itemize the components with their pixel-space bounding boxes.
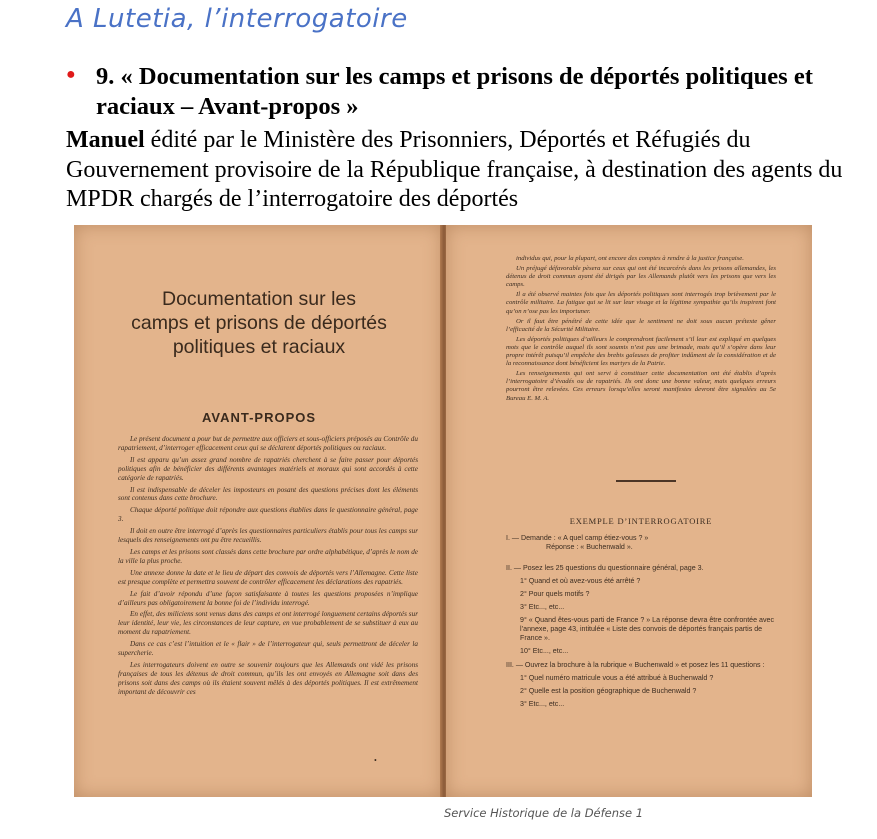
red-bullet-icon: ● [66,66,76,83]
scan-question-text: III. — Ouvrez la brochure à la rubrique « Buchenwald » et posez les 11 questions : [506,661,765,669]
scan-right-body [506,255,776,477]
scan-paragraph: Il est apparu qu’un assez grand nombre de rapatriés cherchent à se faire passer pour déportés politiques afin de bénéficier des différents avantages matériels et moraux qui sont accordés à cette catégorie de rapatriés. [118,455,418,482]
scan-title-line: camps et prisons de déportés [131,312,387,334]
scan-paragraph: Une annexe donne la date et le lieu de départ des convois de déportés vers l’Allemagne. Cette liste est presque complète et permettra souvent de contrôler efficacement les déclarations des rapatriés. [118,568,418,586]
scan-question-text: II. — Posez les 25 questions du questionnaire général, page 3. [506,564,704,572]
scan-question-1 [506,534,782,552]
description-text: édité par le Ministère des Prisonniers, Déportés et Réfugiés du Gouvernement provisoire de la République française, à destination des agents du MPDR chargés de l’interrogatoire des déportés [66,127,843,212]
scan-paragraph: Le fait d’avoir répondu d’une façon satisfaisante à toutes les questions proposées n’implique d’ailleurs pas obligatoirement la bonne foi de l’individu interrogé. [118,589,418,607]
scan-paragraph: Le présent document a pour but de permettre aux officiers et sous-officiers préposés au Contrôle du rapatriement, d’interroger efficacement ceux qui se déclarent déportés politiques ou raciaux. [118,435,418,452]
scan-list-item: 2° Quelle est la position géographique de Buchenwald ? [520,687,697,695]
description-paragraph [66,126,856,215]
scan-left-page [74,225,442,797]
scan-question-3 [506,661,782,709]
scan-title-line: Documentation sur les [161,288,356,310]
slide-title: A Lutetia, l’interrogatoire [66,4,408,34]
scan-list-item: 9° « Quand êtes-vous parti de France ? » La réponse devra être confrontée avec l’annexe, page 43, intitulée « Liste des convois de déportés français partis de France ». [520,616,775,642]
scan-divider [616,480,676,482]
scan-list-item: 3° Etc..., etc... [520,700,565,708]
scan-page-mark: • [374,756,377,765]
scan-paragraph: En effet, des miliciens sont venus dans des camps et ont interrogé longuement certains déportés sur leur identité, leur vie, les circonstances de leur capture, en vue probablement de se substituer à eux au moment du rapatriement. [118,610,418,637]
section-heading: 9. « Documentation sur les camps et prisons de déportés politiques et raciaux – Avant-propos » [96,63,813,120]
scan-paragraph: Les interrogateurs doivent en outre se souvenir toujours que les Allemands ont vidé les prisons françaises de tous les détenus de droit commun, qu’ils les ont envoyés en Allemagne soit dans des prisons soit dans des camps où ils étaient souvent mêlés à des déportés politiques. Il est extrêmement important de découvrir ces [118,660,418,696]
scan-left-body [118,435,418,761]
scanned-document-image [74,225,812,797]
scan-paragraph: individus qui, pour la plupart, ont encore des comptes à rendre à la justice française. [516,255,744,262]
scan-question-text: I. — Demande : « A quel camp étiez-vous ? » [506,534,649,542]
scan-answer-text: Réponse : « Buchenwald ». [546,543,633,551]
image-caption: Service Historique de la Défense 1 [444,806,644,820]
scan-paragraph: Les déportés politiques d’ailleurs le comprendront facilement s’il leur est expliqué en quelques mots que le contrôle auquel ils sont soumis n’est pas une brimade, mais qu’il s’opère dans leur propre intérêt puisqu’il empêche des brebis galeuses de profiter indûment de la considération et de la reconnaissance dont bénéficient les martyrs de la Patrie. [506,335,776,368]
scan-paragraph: Les renseignements qui ont servi à constituer cette documentation ont été établis d’après l’interrogatoire d’évadés ou de rapatriés. Ils ont donc une bonne valeur, mais quelques erreurs pourront être relevées. Ces erreurs lorsqu’elles seront manifestes devront être signalées au 5e Bureau E. M. A. [506,370,776,402]
scan-paragraph: Il doit en outre être interrogé d’après les questionnaires particuliers établis pour tous les camps sur lesquels des renseignements ont pu être recueillis. [118,527,418,545]
scan-paragraph: Il est indispensable de déceler les imposteurs en posant des questions précises dont les éléments sont contenus dans cette brochure. [118,485,418,503]
scan-exemple-heading: EXEMPLE D’INTERROGATOIRE [569,516,713,526]
scan-section-heading: AVANT-PROPOS [201,410,317,425]
scan-paragraph: Un préjugé défavorable pèsera sur ceux qui ont été incarcérés dans les prisons allemandes, les détenus de droit commun ayant été dirigés par les Allemands plutôt vers les prisons que vers les camps. [506,265,776,289]
scan-paragraph: Or il faut être pénétré de cette idée que le sentiment ne doit sous aucun prétexte gêner l’efficacité de la Sécurité Militaire. [506,317,776,333]
scan-list-item: 10° Etc..., etc... [520,647,569,655]
description-bold-word: Manuel [66,127,145,153]
scan-paragraph: Les camps et les prisons sont classés dans cette brochure par ordre alphabétique, d’après le nom de la ville la plus proche. [118,547,418,565]
scan-list-item: 2° Pour quels motifs ? [520,590,590,598]
scan-title-line: politiques et raciaux [172,336,346,358]
scan-question-2 [506,564,782,656]
scan-paragraph: Dans ce cas c’est l’intuition et le « flair » de l’interrogateur qui, seuls permettront de déceler la supercherie. [118,640,418,658]
scan-document-title [104,287,414,359]
scan-paragraph: Chaque déporté politique doit répondre aux questions établies dans le questionnaire général, page 3. [118,506,418,524]
scan-paragraph: Il a été observé maintes fois que les déportés politiques sont interrogés trop brièvement par le contrôle militaire. La fatigue qui se lit sur leur visage et la légitime sympathie qu’ils inspirent font qu’on n’ose pas les importuner. [506,291,776,315]
scan-list-item: 1° Quand et où avez-vous été arrêté ? [520,577,641,585]
scan-list-item: 3° Etc..., etc... [520,603,565,611]
scan-right-page [446,225,812,797]
scan-list-item: 1° Quel numéro matricule vous a été attribué à Buchenwald ? [520,674,714,682]
